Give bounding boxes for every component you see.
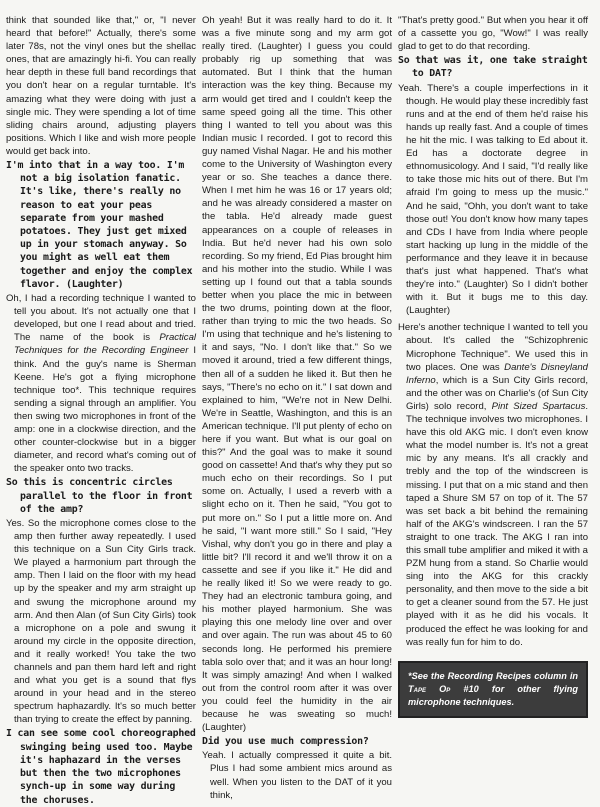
book-title: Practical Techniques for the Recording Engineer — [14, 332, 196, 357]
question: Did you use much compression? — [202, 736, 369, 748]
question: I can see some cool choreographed swinging being used too. Maybe it's haphazard in the verses but then the two microphones synch-up in some way during the choruses. — [6, 728, 196, 806]
question: So that was it, one take straight to DAT? — [398, 55, 588, 80]
magazine-name: Tape Op — [408, 683, 451, 694]
column-3 — [398, 14, 588, 763]
column-2 — [202, 14, 392, 801]
answer-paragraph: Yeah. There's a couple imperfections in it though. He would play these incredibly fast runs and at the end of them he'd raise his hands up really fast. And a couple of times he hit the mic. I was talking to Ed about it. Ed has a doctorate degree in ethnomusicology. And I said, "I'd really like to take those mic hits out of there. But I'm afraid I'm going to mess up the music." And he said, "Ohh, you don't want to take those out! You don't know how many tapes and CDs I have from India where people start hacking up lung in the middle of the performance and they leave it in because that's just what happened. That's what they're into." (Laughter) So I didn't bother with it. But it bugs me to this day. (Laughter) — [398, 82, 588, 317]
answer-paragraph: Yes. So the microphone comes close to the amp then further away repeatedly. I used this technique on a Sun City Girls track. We played a harmonium part through the amp. Then I laid on the floor with my head up by the speaker and my arm straight up and swung the microphone around my arm. And then Alan (of Sun City Girls) took a microphone on a pole and swung it around my circle in the opposite direction, and it really worked! You take the two channels and pan them hard left and right and what you get is a sound that flys around in your head and in the stereo spectrum haphazardly. It's so much better than trying to create the effect by panning. — [6, 517, 196, 726]
question: So this is concentric circles parallel to the floor in front of the amp? — [6, 477, 193, 515]
answer-paragraph: think that sounded like that," or, "I never heard that before!" Actually, there's some later 78s, not the vinyl ones but the shellac ones, that are amazingly hi-fi. You can really hear depth in these full band recordings that you don't hear on a regular turntable. It's amazing what they were doing with just a single mic. They were spending a lot of time sliding chairs around, adjusting players positions. Which I like and wish more people would get back into. — [6, 15, 196, 157]
question: I'm into that in a way too. I'm not a big isolation fanatic. It's like, there's really no reason to eat your peas separate from your mashed potatoes. They just get mixed up in your stomach anyway. So you might as well eat them together and enjoy the complex flavor. (Laughter) — [6, 160, 193, 290]
footnote-sidebar: *See the Recording Recipes column in Tape Op #10 for other flying microphone techniques. — [398, 661, 588, 718]
answer-paragraph: Oh yeah! But it was really hard to do it. It was a five minute song and my arm got really tired. (Laughter) I guess you could probably rig up something that was automated. But I think that the human interaction was the key thing. Because my arm would get tired and I couldn't keep the same speed going all the time. This other thing I wanted to tell you about was this Indian music I recorded. I got to record this guy named Vishal Nagar. He and his mother come to the University of Washington every year or so. She teaches a dance there. When I met him he was 16 or 17 years old; and he was already considered a master on the tabla. He'd already made guest appearances on a couple of releases in India. But he'd never had his own solo recording. So my friend, Ed Pias brought him and his mother into the studio. While I was setting up I found out that a tabla sounds better when you place the mic in between the two drums, pointing down at the floor, rather than trying to mic the two heads. So I'm using that technique and he's listening to it and says, "No. I don't like that." So we moved it around, tried a few different things, then all of a sudden he liked it. But then he says, "There's no echo on it." I sat down and explained to him, "We're not in New Delhi. We're in Seattle, Washington, and this is an American technique. I'll put plenty of echo on here if you want. But what is our goal on this?" And the goal was to make it sound good on cassette! And that's why they put so much echo on their recordings. So I put some on. Actually, I used a reverb with a slight echo on it. Then he said, "You got to put more on." So I put a little more on. And he said, "I want more still." So I said, "Hey Vishal, why don't you go in there and play a little bit? I'll record it and we'll throw it on a cassette and see if you like it." He did and he really liked it! So we were ready to go. They had an electronic tambura going, and his mother played harmonium. She was playing this one melody line over and over and over again. The run was about 45 to 60 seconds long. He performed his premiere tabla solo over that; and it was an hour long! It was simply amazing! And when I walked out from the control room after it was over you could feel the humidity in the air because he was sweating so much! (Laughter) — [202, 15, 392, 734]
answer-paragraph: Here's another technique I wanted to tell you about. It's called the "Schizophrenic Microphone Technique". We used this in two places. One was Dante's Disneyland Inferno, which is a Sun City Girls record, and the other was on Charlie's (of Sun City Girls) solo record, Pint Sized Spartacus. The technique involves two microphones. I have this old AKG mic. I don't even know what the model number is. It's not a great mic by any means. It's all crackly and trebly and the top of the windscreen is missing. I put that on a mic stand and then taped a Shure SM 57 on top of it. The 57 was set back a bit behind the remaining half of the AKG's windscreen. I ran the 57 straight to one track. The AKG I ran into this small tube amplifier and miked it with a PZM hung from a stand. So Charlie would sing into the AKG for this crackly personality, and then move to the side a bit to get a cleaner sound from the 57. He just played with it as he did his vocals. It produced the effect he was looking for and was really fun for him to do. — [398, 322, 588, 648]
text-columns — [6, 14, 588, 806]
album-title: Pint Sized Spartacus — [491, 400, 586, 412]
album-title: Dante's Disneyland Inferno — [406, 361, 588, 386]
column-1 — [6, 14, 197, 806]
answer-paragraph: "That's pretty good." But when you hear it off of a cassette you go, "Wow!" I was really glad to get to do that recording. — [398, 15, 588, 53]
answer-paragraph: Yeah. I actually compressed it quite a bit. Plus I had some ambient mics around as well. When you listen to the DAT of it you think, — [202, 750, 392, 801]
answer-paragraph: Oh, I had a recording technique I wanted to tell you about. It's not actually one that I developed, but one I read about and tried. The name of the book is Practical Techniques for the Recording Engineer I think. And the guy's name is Sherman Keene. He's got a flying microphone technique too*. This technique requires sending a signal through an amplifier. You then swing two microphones in front of the amp: one in a clockwise direction, and the other counter-clockwise but in a bigger diameter, and record what's coming out of the speaker onto two tracks. — [6, 293, 197, 475]
